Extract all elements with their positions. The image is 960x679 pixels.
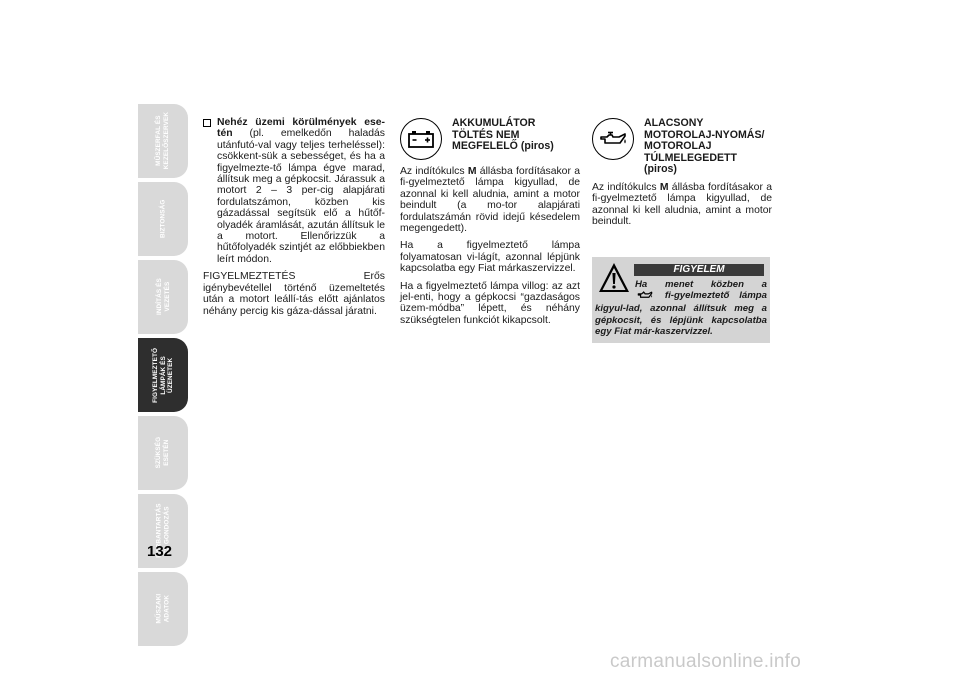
text: Az indítókulcs (592, 181, 660, 193)
text: Az indítókulcs (400, 166, 468, 177)
key-position: M (659, 181, 669, 193)
tab-muszaki[interactable] (138, 572, 188, 646)
checkbox-bullet-icon (203, 119, 211, 127)
text: Ha menet közben a (635, 279, 767, 290)
paragraph (400, 166, 580, 234)
paragraph (592, 182, 772, 228)
caution-paragraph: FIGYELMEZTETÉS Erős igénybevétellel történő üzemeltetés után a motort leállí-tás előtt ajánlatos néhány percig kis gáza-dással járatni. (203, 271, 385, 317)
page-number: 132 (147, 543, 173, 560)
paragraph: Ha a figyelmeztető lámpa villog: az azt jel-enti, hogy a gépkocsi “gazdaságos üzem-módba” lépett, és néhány szükségtelen funkciót kikapcsolt. (400, 280, 580, 326)
tab-label: MŰSZAKI ADATOK (155, 594, 170, 624)
tab-label: MŰSZERFAL ÉS KEZELŐSZERVEK (155, 112, 171, 170)
bullet-item (203, 117, 385, 265)
bullet-body: (pl. emelkedőn haladás utánfutó-val vagy teljes terheléssel): csökkent-sük a sebességet, és ha a figyelmezte-tő lámpa égve marad, állítsuk meg a gépkocsit. Járassuk a motort 2 – 3 per-cig alapjárati fordulatszámon, közben kis gázadással segítsük elő a hűtőf-olyadék áramlását, azután állítsuk le a motort. Ellenőrizzük a hűtőfolyadék szintjét az előbbiekben leírt módon. (217, 128, 385, 265)
text: állásba fordításakor a fi-gyelmeztető lámpa kigyullad, de azonnal ki kell aludnia, amint a motor beindult. (592, 181, 772, 228)
tab-label: KARBANTARTÁS ÉS GONDOZÁS (155, 503, 170, 559)
battery-icon (400, 118, 442, 160)
tab-label: BIZTONSÁG (159, 199, 167, 239)
tab-label: INDÍTÁS ÉS VEZETÉS (155, 278, 170, 316)
section-title: AKKUMULÁTOR TÖLTÉS NEM MEGFELELŐ (piros) (452, 117, 554, 153)
warning-heading: FIGYELEM (634, 264, 764, 276)
tab-szukseg[interactable] (138, 416, 188, 490)
column-2 (400, 118, 580, 332)
section-title: ALACSONY MOTOROLAJ-NYOMÁS/ MOTOROLAJ TÚLMELEGEDETT (piros) (644, 117, 765, 176)
tab-label: FIGYELMEZTETŐ LÁMPÁK ÉS ÜZENETEK (151, 347, 174, 403)
oil-can-icon (592, 118, 634, 160)
watermark: carmanualsonline.info (610, 651, 802, 672)
tab-figyelmezteto-active[interactable] (138, 338, 188, 412)
section-header-battery (400, 118, 580, 160)
text: fi-gyelmeztető lámpa kigyul-lad, azonnal állítsuk meg a gépkocsit, és lépjünk kapcsolatba egy Fiat már-kaszervizzel. (595, 290, 767, 337)
tab-label: SZÜKSÉG ESETÉN (155, 437, 170, 469)
warning-text (595, 279, 767, 337)
column-1 (203, 117, 385, 323)
tab-biztonsag[interactable] (138, 182, 188, 256)
key-position: M (467, 166, 477, 177)
warning-box (592, 257, 770, 343)
text: állásba fordításakor a fi-gyelmeztető lámpa kigyullad, de azonnal ki kell aludnia, amint a motor beindult (a mo-tor alapjárati fordulatszámán rövid idejű késedelem megengedett). (400, 166, 580, 235)
section-header-oil (592, 118, 772, 176)
oil-can-inline-icon (595, 290, 655, 303)
column-3 (592, 118, 772, 234)
paragraph: Ha a figyelmeztető lámpa folyamatosan vi-lágít, azonnal lépjünk kapcsolatba egy Fiat márkaszervizzel. (400, 240, 580, 275)
bullet-text (217, 117, 385, 265)
tab-muszerfal[interactable] (138, 104, 188, 178)
bullet-bold: Nehéz üzemi körülmények ese-tén (217, 117, 385, 140)
tab-inditas[interactable] (138, 260, 188, 334)
